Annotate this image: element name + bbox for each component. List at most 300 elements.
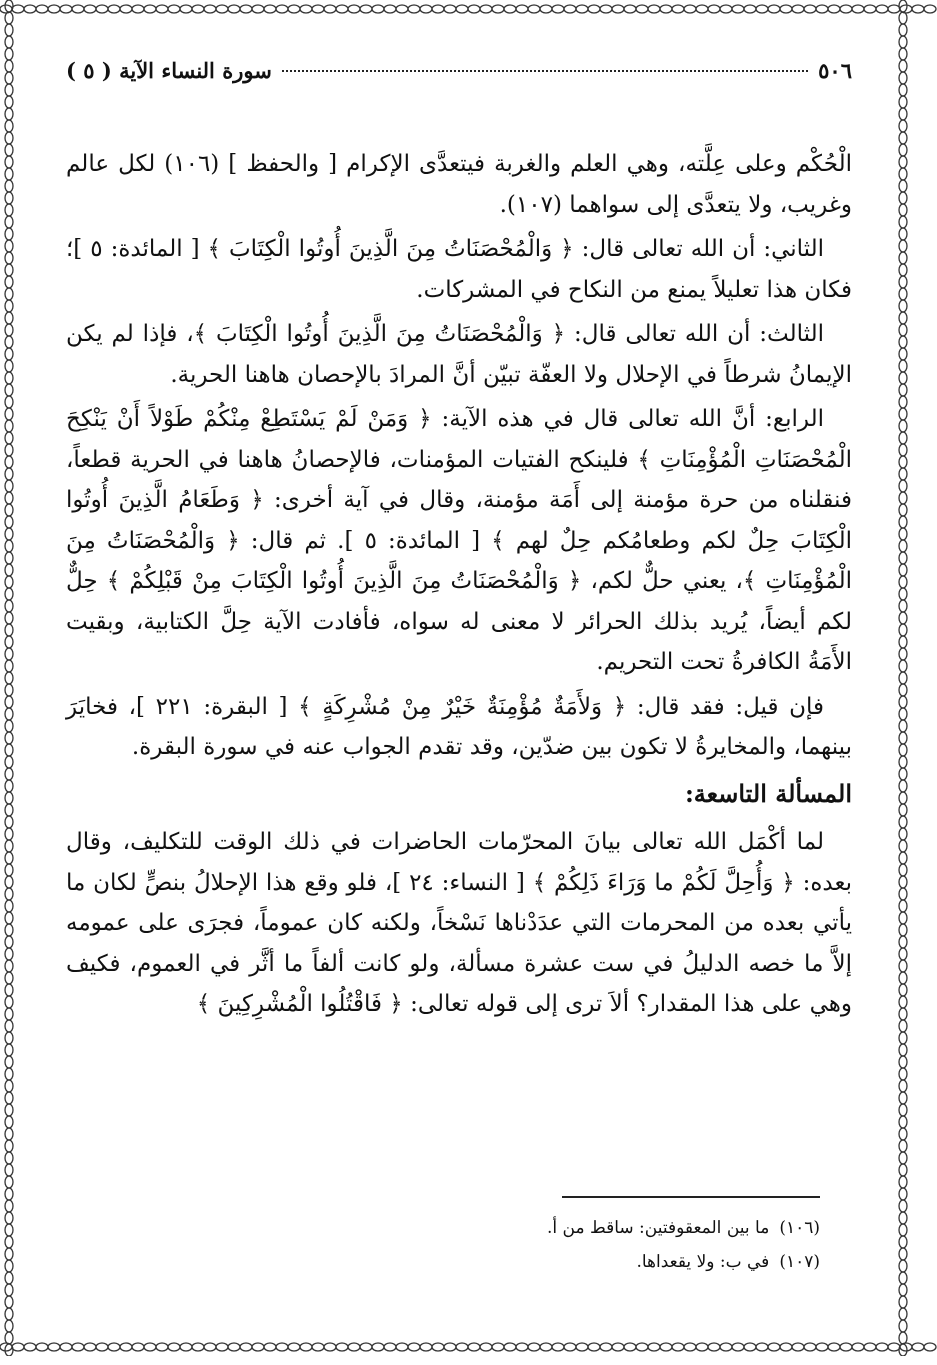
chain-link bbox=[744, 5, 756, 13]
chain-link bbox=[5, 1116, 13, 1128]
chain-link bbox=[48, 5, 60, 13]
chain-link bbox=[899, 1104, 907, 1116]
chain-link bbox=[899, 720, 907, 732]
main-text bbox=[66, 144, 852, 1025]
chain-link bbox=[5, 696, 13, 708]
chain-link bbox=[899, 624, 907, 636]
chain-link bbox=[444, 1343, 456, 1351]
chain-link bbox=[60, 5, 72, 13]
chain-link bbox=[768, 5, 780, 13]
chain-link bbox=[5, 168, 13, 180]
chain-link bbox=[5, 1272, 13, 1284]
chain-link bbox=[899, 0, 907, 12]
chain-link bbox=[612, 1343, 624, 1351]
chain-link bbox=[5, 120, 13, 132]
footnote-number: (١٠٦) bbox=[779, 1218, 820, 1238]
chain-link bbox=[408, 1343, 420, 1351]
chain-link bbox=[899, 1116, 907, 1128]
chain-link bbox=[468, 5, 480, 13]
chain-link bbox=[5, 960, 13, 972]
chain-link bbox=[5, 1284, 13, 1296]
chain-link bbox=[132, 1343, 144, 1351]
chain-link bbox=[756, 5, 768, 13]
chain-link bbox=[899, 396, 907, 408]
chain-link bbox=[5, 48, 13, 60]
chain-link bbox=[899, 552, 907, 564]
chain-link bbox=[899, 216, 907, 228]
chain-link bbox=[899, 888, 907, 900]
chain-link bbox=[5, 1044, 13, 1056]
chain-link bbox=[899, 420, 907, 432]
chain-link bbox=[600, 5, 612, 13]
chain-link bbox=[420, 1343, 432, 1351]
footnote-item bbox=[300, 1211, 820, 1245]
chain-link bbox=[156, 1343, 168, 1351]
leader-dots bbox=[282, 70, 808, 72]
chain-link bbox=[456, 5, 468, 13]
footnote-separator bbox=[562, 1196, 820, 1198]
chain-link bbox=[552, 5, 564, 13]
chain-link bbox=[552, 1343, 564, 1351]
chain-link bbox=[5, 492, 13, 504]
chain-link bbox=[384, 1343, 396, 1351]
chain-link bbox=[5, 60, 13, 72]
paragraph-2: الثاني: أن الله تعالى قال: ﴿ وَالْمُحْصَنَاتُ مِنَ الَّذِينَ أُوتُوا الْكِتَابَ ﴾ [ المائدة: ٥ ]؛ فكان هذا تعليلاً يمنع من النكاح في المشركات. bbox=[66, 236, 852, 303]
chain-link bbox=[5, 684, 13, 696]
paragraph-3: الثالث: أن الله تعالى قال: ﴿ وَالْمُحْصَنَاتُ مِنَ الَّذِينَ أُوتُوا الْكِتَابَ ﴾، فإذا لم يكن الإيمانُ شرطاً في الإحلال ولا العفّة تبيّن أنَّ المرادَ بالإحصان هاهنا الحرية. bbox=[66, 321, 852, 388]
chain-link bbox=[216, 1343, 228, 1351]
chain-link bbox=[624, 1343, 636, 1351]
chain-link bbox=[5, 792, 13, 804]
chain-link bbox=[5, 624, 13, 636]
chain-link bbox=[5, 1176, 13, 1188]
chain-link bbox=[5, 1164, 13, 1176]
chain-link bbox=[180, 1343, 192, 1351]
chain-link bbox=[5, 396, 13, 408]
chain-link bbox=[899, 900, 907, 912]
chain-link bbox=[5, 108, 13, 120]
chain-link bbox=[899, 1272, 907, 1284]
chain-link bbox=[228, 1343, 240, 1351]
chain-link bbox=[899, 948, 907, 960]
chain-link bbox=[336, 1343, 348, 1351]
chain-link bbox=[5, 336, 13, 348]
chain-link bbox=[899, 36, 907, 48]
chain-link bbox=[672, 1343, 684, 1351]
chain-link bbox=[372, 5, 384, 13]
chain-link bbox=[899, 60, 907, 72]
chain-link bbox=[899, 192, 907, 204]
chain-link bbox=[899, 144, 907, 156]
chain-link bbox=[5, 192, 13, 204]
chain-link bbox=[828, 1343, 840, 1351]
chain-link bbox=[899, 1164, 907, 1176]
chain-link bbox=[5, 252, 13, 264]
chain-link bbox=[336, 5, 348, 13]
chain-link bbox=[516, 5, 528, 13]
chain-link bbox=[5, 324, 13, 336]
chain-link bbox=[912, 1343, 924, 1351]
chain-link bbox=[576, 5, 588, 13]
chain-link bbox=[300, 1343, 312, 1351]
chain-link bbox=[899, 1284, 907, 1296]
chain-link bbox=[636, 1343, 648, 1351]
chain-link bbox=[899, 12, 907, 24]
chain-link bbox=[5, 732, 13, 744]
chain-link bbox=[899, 1260, 907, 1272]
chain-link bbox=[899, 72, 907, 84]
chain-link bbox=[36, 1343, 48, 1351]
chain-link bbox=[5, 1140, 13, 1152]
chain-link bbox=[899, 540, 907, 552]
chain-link bbox=[5, 720, 13, 732]
chain-link bbox=[899, 1152, 907, 1164]
chain-link bbox=[899, 564, 907, 576]
chain-link bbox=[5, 636, 13, 648]
chain-link bbox=[5, 1056, 13, 1068]
chain-link bbox=[360, 5, 372, 13]
chain-link bbox=[899, 252, 907, 264]
chain-link bbox=[108, 1343, 120, 1351]
chain-link bbox=[504, 1343, 516, 1351]
chain-link bbox=[5, 768, 13, 780]
chain-link bbox=[876, 1343, 888, 1351]
chain-link bbox=[899, 324, 907, 336]
chain-link bbox=[899, 576, 907, 588]
chain-link bbox=[899, 732, 907, 744]
chain-link bbox=[899, 780, 907, 792]
chain-link bbox=[624, 5, 636, 13]
chain-link bbox=[396, 1343, 408, 1351]
chain-link bbox=[288, 5, 300, 13]
chain-link bbox=[516, 1343, 528, 1351]
chain-link bbox=[5, 288, 13, 300]
bottom-chain-border bbox=[0, 1338, 937, 1356]
chain-link bbox=[5, 744, 13, 756]
chain-link bbox=[5, 240, 13, 252]
chain-link bbox=[5, 1236, 13, 1248]
chain-link bbox=[5, 216, 13, 228]
chain-link bbox=[899, 204, 907, 216]
chain-link bbox=[899, 492, 907, 504]
chain-link bbox=[228, 5, 240, 13]
chain-link bbox=[168, 1343, 180, 1351]
chain-link bbox=[5, 96, 13, 108]
chain-link bbox=[5, 228, 13, 240]
chain-link bbox=[480, 1343, 492, 1351]
chain-link bbox=[5, 1224, 13, 1236]
footnote-text: ما بين المعقوفتين: ساقط من أ. bbox=[546, 1218, 770, 1238]
chain-link bbox=[5, 480, 13, 492]
chain-link bbox=[924, 5, 936, 13]
paragraph-1: الْحُكْم وعلى عِلَّته، وهي العلم والغربة فيتعدَّى الإكرام [ والحفظ ] (١٠٦) لكل عالم وغريب، ولا يتعدَّى إلى سواهما (١٠٧). bbox=[66, 151, 852, 218]
chain-link bbox=[528, 1343, 540, 1351]
chain-link bbox=[899, 84, 907, 96]
chain-link bbox=[5, 72, 13, 84]
left-chain-border bbox=[0, 0, 18, 1356]
chain-link bbox=[899, 360, 907, 372]
chain-link bbox=[432, 1343, 444, 1351]
chain-link bbox=[300, 5, 312, 13]
chain-link bbox=[899, 1248, 907, 1260]
chain-link bbox=[5, 516, 13, 528]
chain-link bbox=[899, 1236, 907, 1248]
chain-link bbox=[5, 1032, 13, 1044]
chain-link bbox=[5, 384, 13, 396]
chain-link bbox=[5, 576, 13, 588]
chain-link bbox=[5, 1188, 13, 1200]
chain-link bbox=[852, 1343, 864, 1351]
chain-link bbox=[899, 840, 907, 852]
chain-link bbox=[5, 996, 13, 1008]
chain-link bbox=[84, 1343, 96, 1351]
chain-link bbox=[5, 876, 13, 888]
footnote-number: (١٠٧) bbox=[779, 1252, 820, 1272]
chain-link bbox=[5, 444, 13, 456]
chain-link bbox=[5, 912, 13, 924]
chain-link bbox=[924, 1343, 936, 1351]
chain-link bbox=[5, 276, 13, 288]
chain-link bbox=[876, 5, 888, 13]
chain-link bbox=[899, 912, 907, 924]
chain-link bbox=[899, 1200, 907, 1212]
chain-link bbox=[5, 612, 13, 624]
chain-link bbox=[324, 1343, 336, 1351]
chain-link bbox=[899, 96, 907, 108]
chain-link bbox=[899, 408, 907, 420]
chain-link bbox=[899, 372, 907, 384]
chain-link bbox=[648, 1343, 660, 1351]
section-heading: المسألة التاسعة: bbox=[684, 778, 852, 808]
chain-link bbox=[899, 528, 907, 540]
chain-link bbox=[899, 660, 907, 672]
chain-link bbox=[252, 5, 264, 13]
chain-link bbox=[5, 528, 13, 540]
chain-link bbox=[899, 936, 907, 948]
chain-link bbox=[899, 768, 907, 780]
chain-link bbox=[899, 804, 907, 816]
chain-link bbox=[899, 240, 907, 252]
chain-link bbox=[780, 5, 792, 13]
chain-link bbox=[5, 804, 13, 816]
chain-link bbox=[5, 648, 13, 660]
chain-link bbox=[899, 1020, 907, 1032]
chain-link bbox=[5, 408, 13, 420]
chain-link bbox=[899, 120, 907, 132]
chain-link bbox=[612, 5, 624, 13]
chain-link bbox=[5, 24, 13, 36]
chain-link bbox=[5, 840, 13, 852]
chain-link bbox=[492, 1343, 504, 1351]
chain-link bbox=[804, 1343, 816, 1351]
chain-link bbox=[899, 756, 907, 768]
chain-link bbox=[899, 1044, 907, 1056]
chain-link bbox=[5, 1152, 13, 1164]
chain-link bbox=[5, 372, 13, 384]
chain-link bbox=[192, 1343, 204, 1351]
chain-link bbox=[5, 144, 13, 156]
chain-link bbox=[899, 972, 907, 984]
chain-link bbox=[420, 5, 432, 13]
chain-link bbox=[899, 444, 907, 456]
chain-link bbox=[204, 5, 216, 13]
chain-link bbox=[899, 1332, 907, 1344]
chain-link bbox=[144, 1343, 156, 1351]
chain-link bbox=[899, 1176, 907, 1188]
chain-link bbox=[899, 336, 907, 348]
chain-link bbox=[5, 1008, 13, 1020]
chain-link bbox=[899, 1320, 907, 1332]
chain-link bbox=[5, 420, 13, 432]
chain-link bbox=[899, 1188, 907, 1200]
chain-link bbox=[899, 960, 907, 972]
chain-link bbox=[5, 780, 13, 792]
chain-link bbox=[72, 5, 84, 13]
chain-link bbox=[899, 876, 907, 888]
chain-link bbox=[600, 1343, 612, 1351]
footnote-text: في ب: ولا يقعداها. bbox=[636, 1252, 770, 1272]
chain-link bbox=[684, 1343, 696, 1351]
chain-link bbox=[768, 1343, 780, 1351]
chain-link bbox=[96, 5, 108, 13]
chain-link bbox=[899, 1224, 907, 1236]
chain-link bbox=[899, 1296, 907, 1308]
chain-link bbox=[5, 948, 13, 960]
chain-link bbox=[5, 1344, 13, 1356]
chain-link bbox=[899, 312, 907, 324]
chain-link bbox=[5, 1020, 13, 1032]
chain-link bbox=[5, 36, 13, 48]
chain-link bbox=[899, 504, 907, 516]
chain-link bbox=[312, 5, 324, 13]
chain-link bbox=[899, 648, 907, 660]
chain-link bbox=[899, 516, 907, 528]
chain-link bbox=[36, 5, 48, 13]
chain-link bbox=[899, 480, 907, 492]
chain-link bbox=[899, 816, 907, 828]
chain-link bbox=[899, 684, 907, 696]
chain-link bbox=[899, 636, 907, 648]
footnotes bbox=[300, 1211, 820, 1279]
chain-link bbox=[899, 792, 907, 804]
chain-link bbox=[5, 1080, 13, 1092]
chain-link bbox=[5, 1320, 13, 1332]
chain-link bbox=[5, 1104, 13, 1116]
chain-link bbox=[5, 936, 13, 948]
chain-link bbox=[84, 5, 96, 13]
chain-link bbox=[899, 168, 907, 180]
chain-link bbox=[24, 5, 36, 13]
chain-link bbox=[720, 1343, 732, 1351]
chain-link bbox=[899, 1008, 907, 1020]
chain-link bbox=[899, 348, 907, 360]
chain-link bbox=[636, 5, 648, 13]
chain-link bbox=[5, 852, 13, 864]
chain-link bbox=[840, 1343, 852, 1351]
chain-link bbox=[348, 1343, 360, 1351]
chain-link bbox=[108, 5, 120, 13]
chain-link bbox=[456, 1343, 468, 1351]
chain-link bbox=[324, 5, 336, 13]
chain-link bbox=[396, 5, 408, 13]
chain-link bbox=[5, 540, 13, 552]
chain-link bbox=[60, 1343, 72, 1351]
chain-link bbox=[540, 5, 552, 13]
chain-link bbox=[899, 996, 907, 1008]
chain-link bbox=[264, 5, 276, 13]
page-content bbox=[66, 58, 852, 1029]
chain-link bbox=[899, 48, 907, 60]
chain-link bbox=[899, 696, 907, 708]
chain-link bbox=[5, 984, 13, 996]
chain-link bbox=[120, 1343, 132, 1351]
chain-link bbox=[756, 1343, 768, 1351]
chain-link bbox=[360, 1343, 372, 1351]
chain-link bbox=[899, 24, 907, 36]
chain-link bbox=[5, 816, 13, 828]
chain-link bbox=[828, 5, 840, 13]
chain-link bbox=[5, 432, 13, 444]
chain-link bbox=[564, 5, 576, 13]
chain-link bbox=[696, 5, 708, 13]
chain-link bbox=[240, 1343, 252, 1351]
chain-link bbox=[899, 456, 907, 468]
chain-link bbox=[899, 132, 907, 144]
chain-link bbox=[660, 5, 672, 13]
chain-link bbox=[540, 1343, 552, 1351]
chain-link bbox=[192, 5, 204, 13]
chain-link bbox=[432, 5, 444, 13]
chain-link bbox=[804, 5, 816, 13]
footnote-item bbox=[300, 1245, 820, 1279]
chain-link bbox=[672, 5, 684, 13]
chain-link bbox=[5, 12, 13, 24]
chain-link bbox=[24, 1343, 36, 1351]
chain-link bbox=[899, 924, 907, 936]
chain-link bbox=[816, 1343, 828, 1351]
chain-link bbox=[5, 504, 13, 516]
chain-link bbox=[852, 5, 864, 13]
chain-link bbox=[816, 5, 828, 13]
chain-link bbox=[864, 5, 876, 13]
chain-link bbox=[564, 1343, 576, 1351]
chain-link bbox=[96, 1343, 108, 1351]
chain-link bbox=[588, 5, 600, 13]
chain-link bbox=[899, 600, 907, 612]
chain-link bbox=[744, 1343, 756, 1351]
chain-link bbox=[288, 1343, 300, 1351]
chain-link bbox=[5, 672, 13, 684]
chain-link bbox=[899, 588, 907, 600]
chain-link bbox=[180, 5, 192, 13]
page-number: ٥٠٦ bbox=[818, 58, 852, 83]
paragraph-4: الرابع: أنَّ الله تعالى قال في هذه الآية: ﴿ وَمَنْ لَمْ يَسْتَطِعْ مِنْكُمْ طَوْلاً أَنْ يَنْكِحَ الْمُحْصَنَاتِ الْمُؤْمِنَاتِ ﴾ فلينكح الفتيات المؤمنات، فالإحصانُ هاهنا في الحرية قطعاً، فنقلناه من حرة مؤمنة إلى أَمَة مؤمنة، وقال في آية أخرى: ﴿ وَطَعَامُ الَّذِينَ أُوتُوا الْكِتَابَ حِلٌ لكم وطعامُكم حِلٌ لهم ﴾ [ المائدة: ٥ ]. ثم قال: ﴿ وَالْمُحْصَنَاتُ مِنَ الْمُؤْمِنَاتِ ﴾، يعني حلٌّ لكم، ﴿ وَالْمُحْصَنَاتُ مِنَ الَّذِينَ أُوتُوا الْكِتَابَ مِنْ قَبْلِكُمْ ﴾ حِلٌّ لكم أيضاً، يُريد بذلك الحرائر لا معنى له سواه، فأفادت الآية حِلَّ الكتابية، وبقيت الأَمَةُ الكافرةُ تحت التحريم. bbox=[66, 406, 852, 675]
chain-link bbox=[792, 5, 804, 13]
chain-link bbox=[899, 1092, 907, 1104]
chain-link bbox=[276, 1343, 288, 1351]
chain-link bbox=[899, 300, 907, 312]
chain-link bbox=[5, 924, 13, 936]
chain-link bbox=[5, 312, 13, 324]
chain-link bbox=[5, 660, 13, 672]
chain-link bbox=[899, 1032, 907, 1044]
chain-link bbox=[5, 1308, 13, 1320]
chain-link bbox=[899, 1140, 907, 1152]
chain-link bbox=[5, 864, 13, 876]
chain-link bbox=[5, 600, 13, 612]
chain-link bbox=[899, 156, 907, 168]
chain-link bbox=[384, 5, 396, 13]
